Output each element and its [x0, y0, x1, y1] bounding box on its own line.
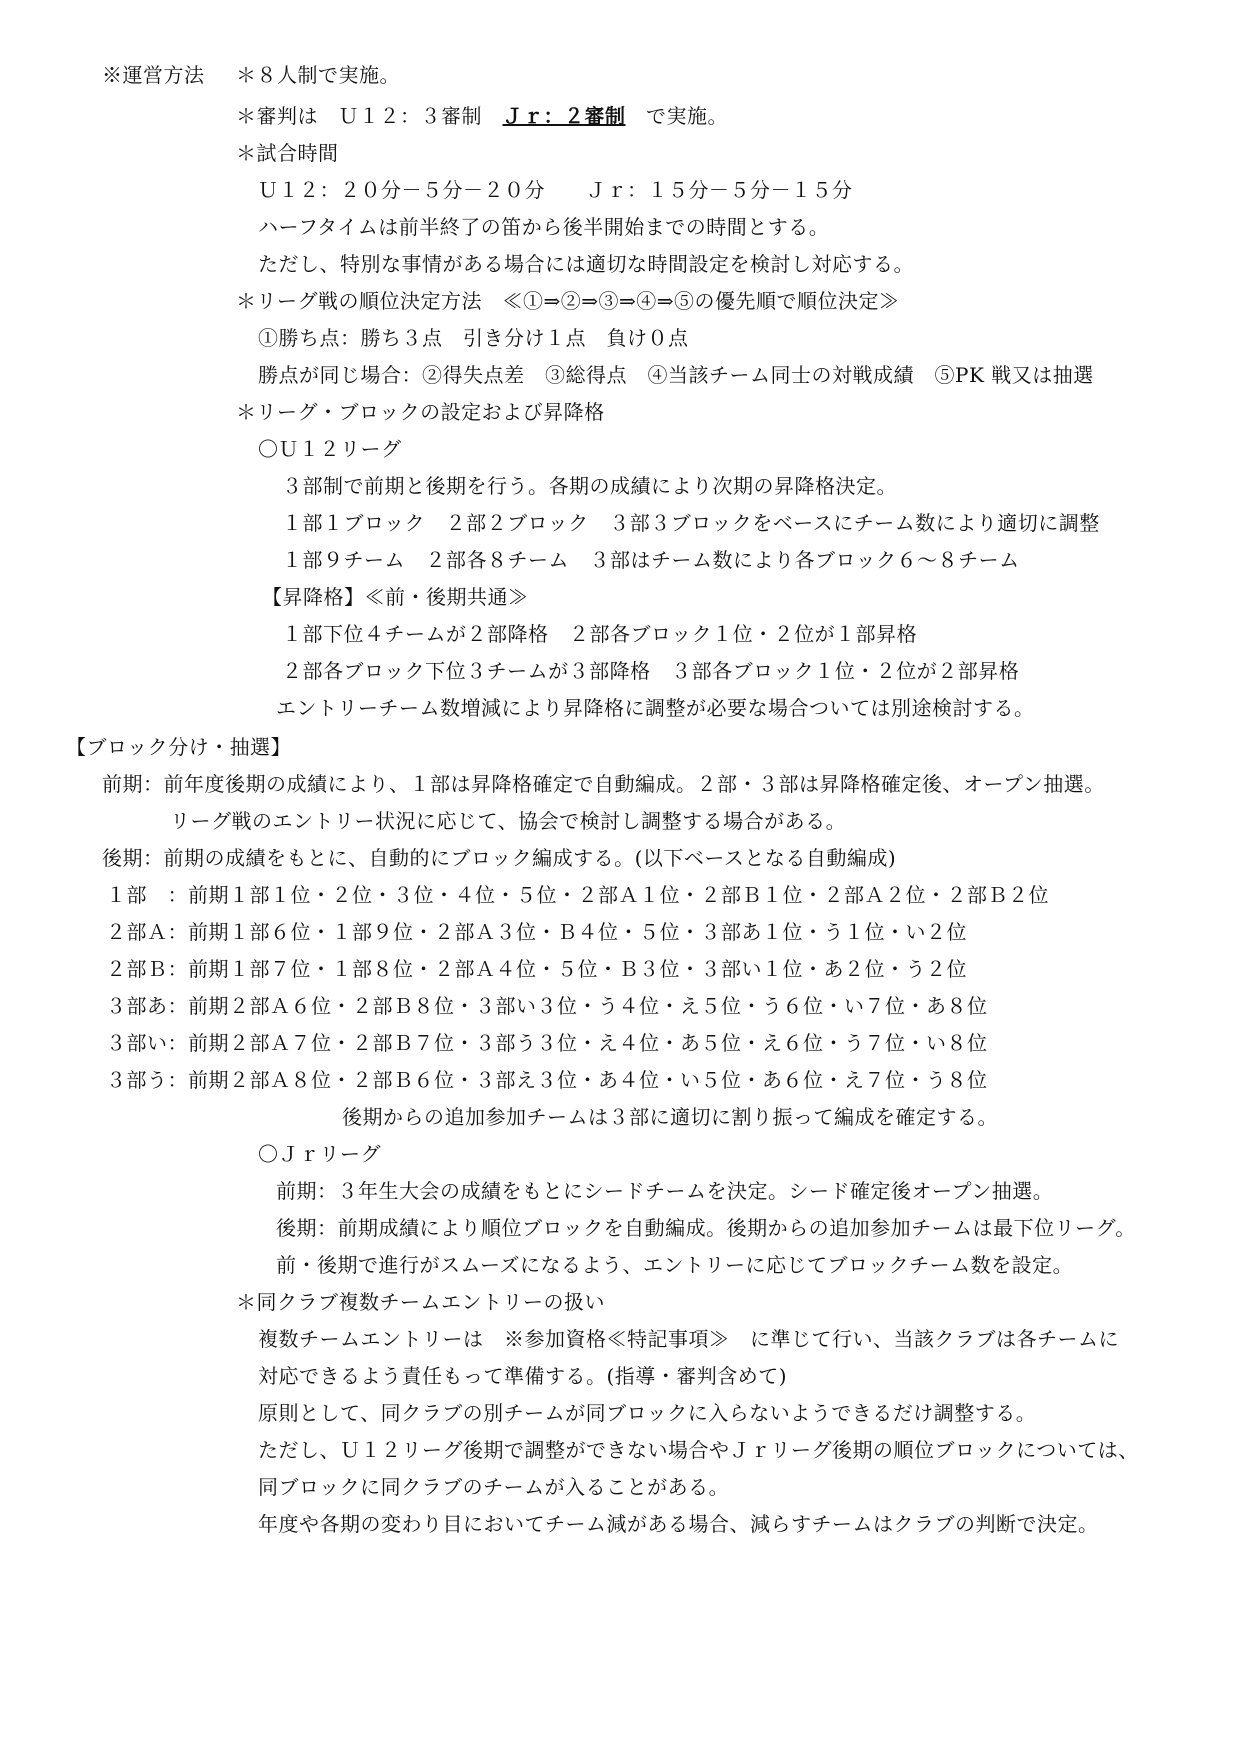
- division-row: ２部Ｂ：前期１部７位・１部８位・２部Ａ４位・５位・Ｂ３位・３部い１位・あ２位・う２位: [106, 957, 967, 981]
- first-half-line: 前期：前年度後期の成績により、１部は昇降格確定で自動編成。２部・３部は昇降格確定後、オープン抽選。: [102, 772, 1105, 796]
- u12-line: １部１ブロック ２部２ブロック ３部３ブロックをベースにチーム数により適切に調整: [282, 511, 1100, 535]
- promotion-line: ２部各ブロック下位３チームが３部降格 ３部各ブロック１位・２位が２部昇格: [282, 659, 1020, 683]
- referee-suffix: で実施。: [625, 104, 728, 128]
- referee-line: [236, 103, 728, 129]
- jr-line: 後期：前期成績により順位ブロックを自動編成。後期からの追加参加チームは最下位リーグ。: [276, 1216, 1136, 1240]
- multi-team-line: 複数チームエントリーは ※参加資格≪特記事項≫ に準じて行い、当該クラブは各チームに: [258, 1327, 1119, 1351]
- jr-league-heading: 〇Ｊｒリーグ: [258, 1142, 381, 1166]
- promotion-line: エントリーチーム数増減により昇降格に調整が必要な場合ついては別途検討する。: [276, 696, 1035, 720]
- ranking-method-heading: ＊リーグ戦の順位決定方法 ≪①⇒②⇒③⇒④⇒⑤の優先順で順位決定≫: [236, 289, 900, 313]
- tiebreak-line: 勝点が同じ場合：②得失点差 ③総得点 ④当該チーム同士の対戦成績 ⑤PK 戦又は抽選: [258, 363, 1094, 387]
- division-row: ３部あ：前期２部Ａ６位・２部Ｂ８位・３部い３位・う４位・え５位・う６位・い７位・あ８位: [106, 994, 988, 1018]
- multi-team-line: 原則として、同クラブの別チームが同ブロックに入らないようできるだけ調整する。: [258, 1401, 1037, 1425]
- match-time-line: Ｕ１２：２０分－５分－２０分 Ｊｒ：１５分－５分－１５分: [258, 178, 853, 202]
- multi-team-line: 対応できるよう責任もって準備する。(指導・審判含めて): [258, 1364, 788, 1388]
- points-line: ①勝ち点：勝ち３点 引き分け１点 負け０点: [258, 326, 689, 350]
- division-row: ３部い：前期２部Ａ７位・２部Ｂ７位・３部う３位・え４位・あ５位・え６位・う７位・い８位: [106, 1031, 988, 1055]
- second-half-line: 後期：前期の成績をもとに、自動的にブロック編成する。(以下ベースとなる自動編成): [102, 846, 897, 870]
- jr-line: 前・後期で進行がスムーズになるよう、エントリーに応じてブロックチーム数を設定。: [276, 1253, 1074, 1277]
- u12-league-heading: 〇Ｕ１２リーグ: [258, 437, 402, 461]
- multi-team-line: ただし、Ｕ１２リーグ後期で調整ができない場合やＪｒリーグ後期の順位ブロックについては、: [258, 1438, 1139, 1462]
- division-row: ２部Ａ：前期１部６位・１部９位・２部Ａ３位・Ｂ４位・５位・３部あ１位・う１位・い２位: [106, 920, 967, 944]
- special-circumstances-line: ただし、特別な事情がある場合には適切な時間設定を検討し対応する。: [258, 252, 914, 276]
- referee-jr-emphasis: Ｊｒ：２審制: [502, 104, 626, 128]
- multi-team-heading: ＊同クラブ複数チームエントリーの扱い: [236, 1290, 605, 1314]
- promotion-heading: 【昇降格】≪前・後期共通≫: [262, 585, 529, 609]
- division-row: １部 ：前期１部１位・２位・３位・４位・５位・２部Ａ１位・２部Ｂ１位・２部Ａ２位・２部Ｂ２位: [106, 883, 1049, 907]
- jr-line: 前期：３年生大会の成績をもとにシードチームを決定。シード確定後オープン抽選。: [276, 1179, 1054, 1203]
- block-draw-heading: 【ブロック分け・抽選】: [66, 735, 292, 759]
- halftime-line: ハーフタイムは前半終了の笛から後半開始までの時間とする。: [258, 215, 830, 239]
- u12-line: ３部制で前期と後期を行う。各期の成績により次期の昇降格決定。: [282, 474, 897, 498]
- match-time-heading: ＊試合時間: [236, 141, 339, 165]
- referee-prefix: ＊審判は Ｕ１２：３審制: [236, 104, 503, 128]
- additional-teams-line: 後期からの追加参加チームは３部に適切に割り振って編成を確定する。: [342, 1105, 998, 1129]
- league-block-heading: ＊リーグ・ブロックの設定および昇降格: [236, 400, 605, 424]
- first-half-note: リーグ戦のエントリー状況に応じて、協会で検討し調整する場合がある。: [170, 809, 847, 833]
- multi-team-line: 年度や各期の変わり目においてチーム減がある場合、減らすチームはクラブの判断で決定。: [258, 1512, 1099, 1536]
- eight-a-side-line: ＊８人制で実施。: [236, 63, 400, 87]
- promotion-line: １部下位４チームが２部降格 ２部各ブロック１位・２位が１部昇格: [282, 622, 918, 646]
- u12-line: １部９チーム ２部各８チーム ３部はチーム数により各ブロック６～８チーム: [282, 548, 1020, 572]
- operation-heading: ※運営方法: [102, 63, 205, 87]
- multi-team-line: 同ブロックに同クラブのチームが入ることがある。: [258, 1475, 730, 1499]
- division-row: ３部う：前期２部Ａ８位・２部Ｂ６位・３部え３位・あ４位・い５位・あ６位・え７位・う８位: [106, 1068, 988, 1092]
